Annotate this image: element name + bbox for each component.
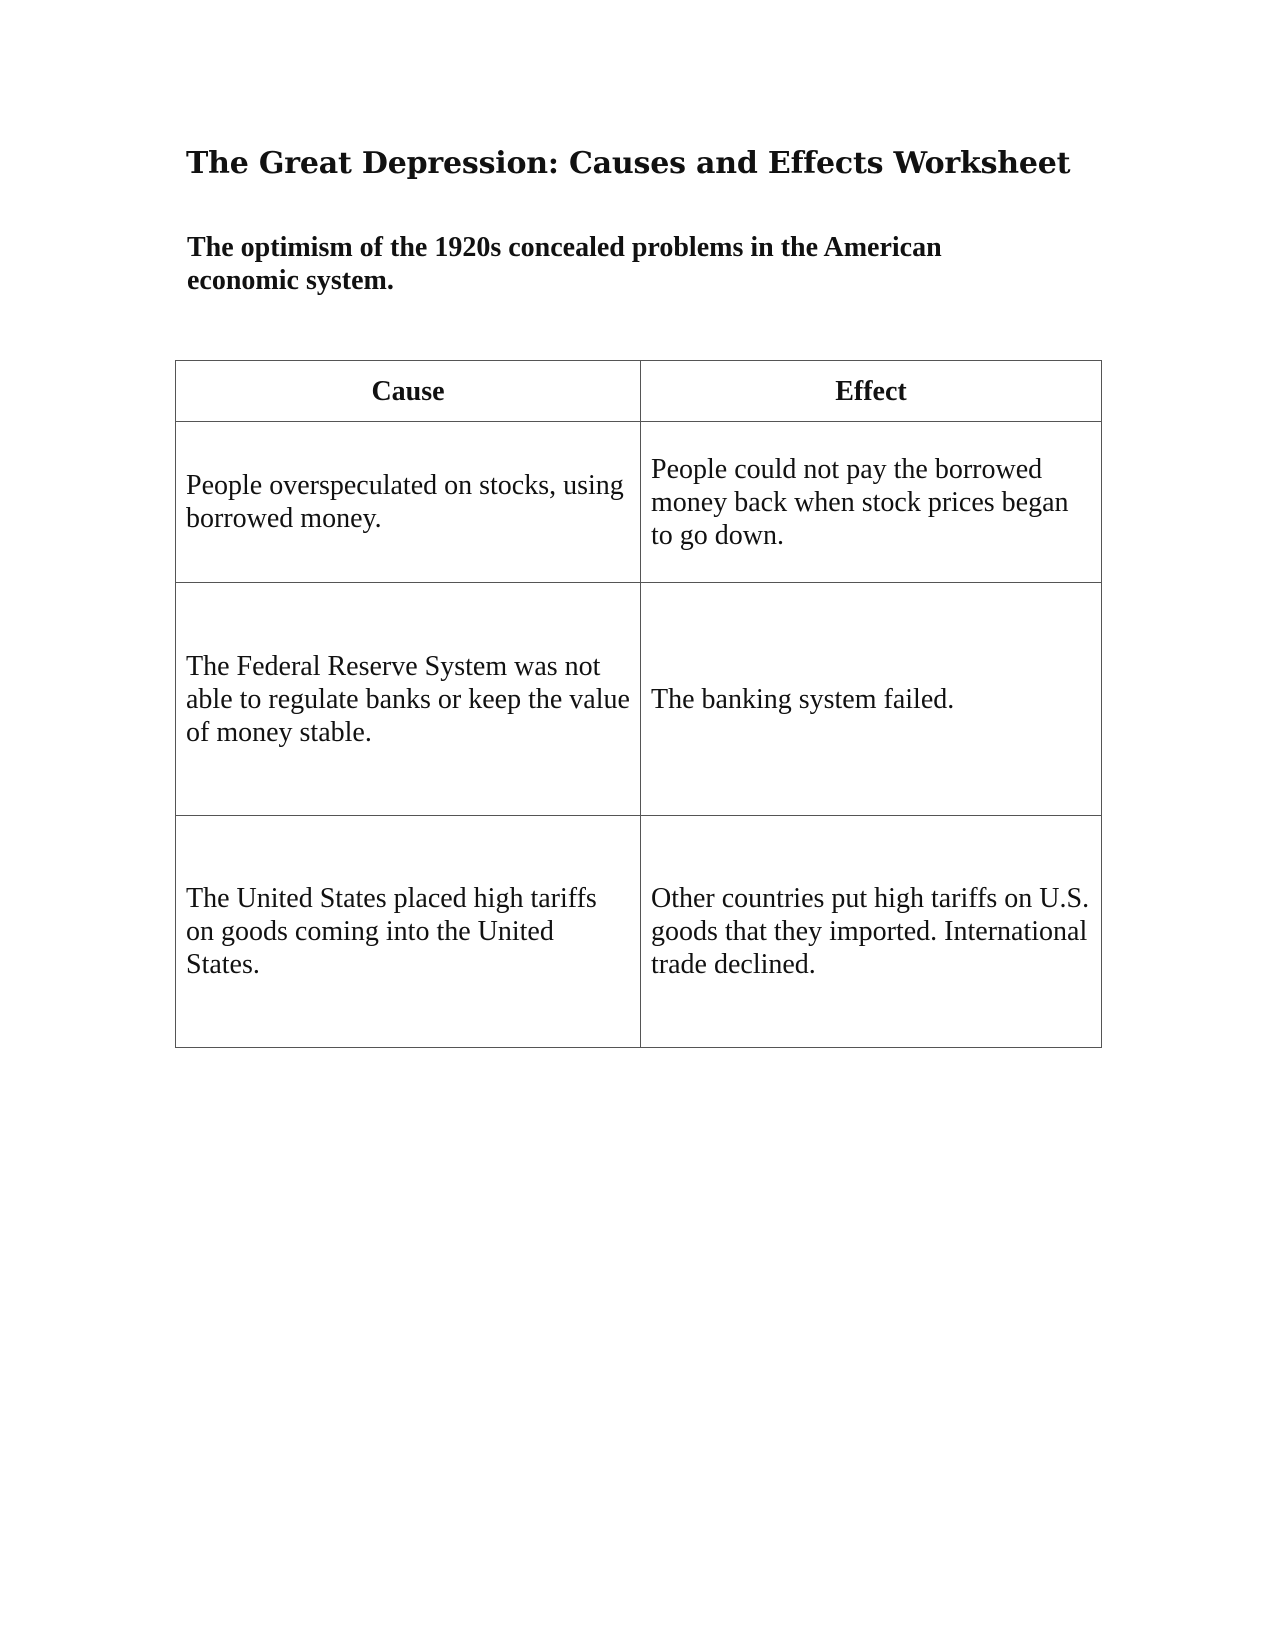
effect-cell: Other countries put high tariffs on U.S. goods that they imported. International trade declined. xyxy=(641,816,1102,1048)
column-header-effect: Effect xyxy=(641,361,1102,422)
column-header-cause: Cause xyxy=(176,361,641,422)
cause-cell: The Federal Reserve System was not able to regulate banks or keep the value of money stable. xyxy=(176,583,641,816)
page-title: The Great Depression: Causes and Effects Worksheet xyxy=(186,146,1071,181)
table-header-row xyxy=(176,361,1102,422)
table-row xyxy=(176,583,1102,816)
table-row xyxy=(176,816,1102,1048)
cause-effect-table xyxy=(175,360,1102,1048)
cause-cell: People overspeculated on stocks, using borrowed money. xyxy=(176,422,641,583)
intro-statement: The optimism of the 1920s concealed problems in the American economic system. xyxy=(187,232,942,296)
cause-cell: The United States placed high tariffs on goods coming into the United States. xyxy=(176,816,641,1048)
effect-cell: People could not pay the borrowed money back when stock prices began to go down. xyxy=(641,422,1102,583)
effect-cell: The banking system failed. xyxy=(641,583,1102,816)
table-row xyxy=(176,422,1102,583)
